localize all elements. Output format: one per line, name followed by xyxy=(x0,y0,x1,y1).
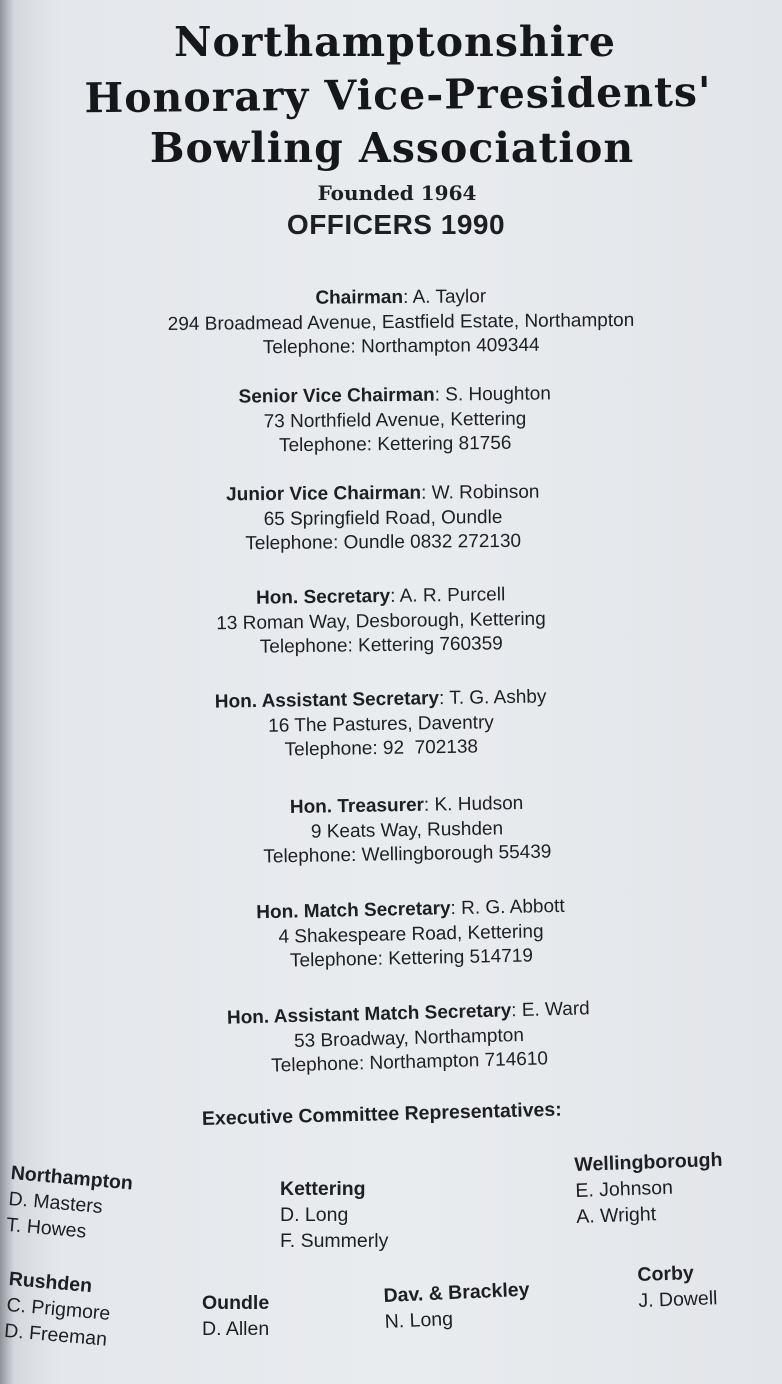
group-member: D. Freeman xyxy=(3,1319,108,1351)
officer-name: T. G. Ashby xyxy=(449,686,547,709)
officer-hon-assistant-secretary xyxy=(0,682,773,768)
officer-hon-treasurer xyxy=(15,787,782,874)
group-member: F. Summerly xyxy=(280,1230,389,1252)
role-separator: : xyxy=(434,384,446,406)
officer-address: 16 The Pastures, Daventry xyxy=(268,711,494,737)
officer-address: 4 Shakespeare Road, Kettering xyxy=(278,920,544,948)
group-member: D. Masters xyxy=(7,1187,104,1219)
role-separator: : xyxy=(402,286,413,308)
group-northampton xyxy=(5,1160,134,1248)
role-separator: : xyxy=(438,687,450,710)
group-member: J. Dowell xyxy=(637,1287,718,1312)
role-separator: : xyxy=(450,897,462,920)
officer-telephone: Telephone: Northampton 714610 xyxy=(271,1048,549,1077)
header xyxy=(0,16,782,243)
officer-address: 73 Northfield Avenue, Kettering xyxy=(263,408,527,432)
officer-hon-assistant-match-secretary xyxy=(17,992,782,1086)
group-member: T. Howes xyxy=(5,1213,88,1243)
officer-name: R. G. Abbott xyxy=(460,895,565,919)
officer-address: 9 Keats Way, Rushden xyxy=(310,817,504,843)
officer-telephone: Telephone: Oundle 0832 272130 xyxy=(245,530,522,555)
role-separator: : xyxy=(423,794,435,816)
group-corby xyxy=(637,1259,718,1314)
officer-address: 13 Roman Way, Desborough, Kettering xyxy=(216,608,546,634)
group-name: Wellingborough xyxy=(574,1148,723,1176)
officers-heading: OFFICERS 1990 xyxy=(286,209,506,240)
founded-line: Founded 1964 xyxy=(317,181,477,205)
role-separator: : xyxy=(421,482,432,504)
officer-telephone: Telephone: Kettering 760359 xyxy=(259,633,503,658)
group-name: Corby xyxy=(637,1262,695,1286)
group-member: C. Prigmore xyxy=(5,1293,112,1325)
title-line-3: Bowling Association xyxy=(149,124,635,172)
group-member: D. Allen xyxy=(202,1318,270,1340)
officer-name: A. Taylor xyxy=(412,286,487,308)
officer-telephone: Telephone: Northampton 409344 xyxy=(262,334,540,359)
officer-role: Senior Vice Chairman xyxy=(238,384,435,408)
officer-name: W. Robinson xyxy=(431,481,540,504)
group-name: Oundle xyxy=(202,1292,270,1314)
officer-role: Chairman xyxy=(315,286,404,309)
officer-role: Hon. Assistant Match Secretary xyxy=(226,1000,512,1029)
group-rushden xyxy=(3,1266,113,1353)
officer-role: Hon. Assistant Secretary xyxy=(214,688,440,713)
group-name: Kettering xyxy=(280,1178,366,1200)
officer-name: K. Hudson xyxy=(434,792,524,816)
title-line-1: Northamptonshire xyxy=(173,18,617,66)
officer-address: 294 Broadmead Avenue, Eastfield Estate, Northampton xyxy=(167,309,635,335)
group-oundle xyxy=(202,1290,269,1342)
officer-hon-secretary xyxy=(0,580,772,664)
group-member: D. Long xyxy=(280,1204,349,1226)
group-name: Northampton xyxy=(9,1161,134,1195)
officer-name: S. Houghton xyxy=(445,383,551,406)
officer-telephone: Telephone: Kettering 514719 xyxy=(289,945,534,972)
officer-telephone: Telephone: Wellingborough 55439 xyxy=(263,841,552,868)
title-line-2: Honorary Vice-Presidents' xyxy=(84,67,712,123)
group-member: N. Long xyxy=(384,1307,454,1333)
officer-address: 53 Broadway, Northampton xyxy=(293,1024,525,1052)
officer-telephone: Telephone: Kettering 81756 xyxy=(278,432,512,457)
group-member: A. Wright xyxy=(575,1203,657,1228)
officer-telephone: Telephone: 92 702138 xyxy=(284,736,479,761)
officer-senior-vice-chairman xyxy=(4,380,782,462)
officer-role: Hon. Match Secretary xyxy=(256,898,451,924)
officer-chairman xyxy=(10,283,782,363)
executive-heading: Executive Committee Representatives: xyxy=(201,1098,562,1130)
officer-role: Junior Vice Chairman xyxy=(226,482,422,506)
group-name: Dav. & Brackley xyxy=(383,1278,530,1307)
group-kettering xyxy=(280,1176,388,1254)
group-wellingborough xyxy=(574,1147,725,1230)
role-separator: : xyxy=(389,585,400,607)
officer-role: Hon. Secretary xyxy=(255,585,391,609)
officer-name: A. R. Purcell xyxy=(399,584,506,607)
group-dav-brackley xyxy=(383,1277,531,1335)
group-name: Rushden xyxy=(7,1267,93,1298)
officer-name: E. Ward xyxy=(521,998,590,1022)
officer-role: Hon. Treasurer xyxy=(289,794,425,819)
officer-junior-vice-chairman xyxy=(0,479,774,559)
officer-hon-match-secretary xyxy=(19,890,782,980)
officer-address: 65 Springfield Road, Oundle xyxy=(263,506,503,530)
group-member: E. Johnson xyxy=(574,1176,674,1202)
role-separator: : xyxy=(510,1000,523,1022)
